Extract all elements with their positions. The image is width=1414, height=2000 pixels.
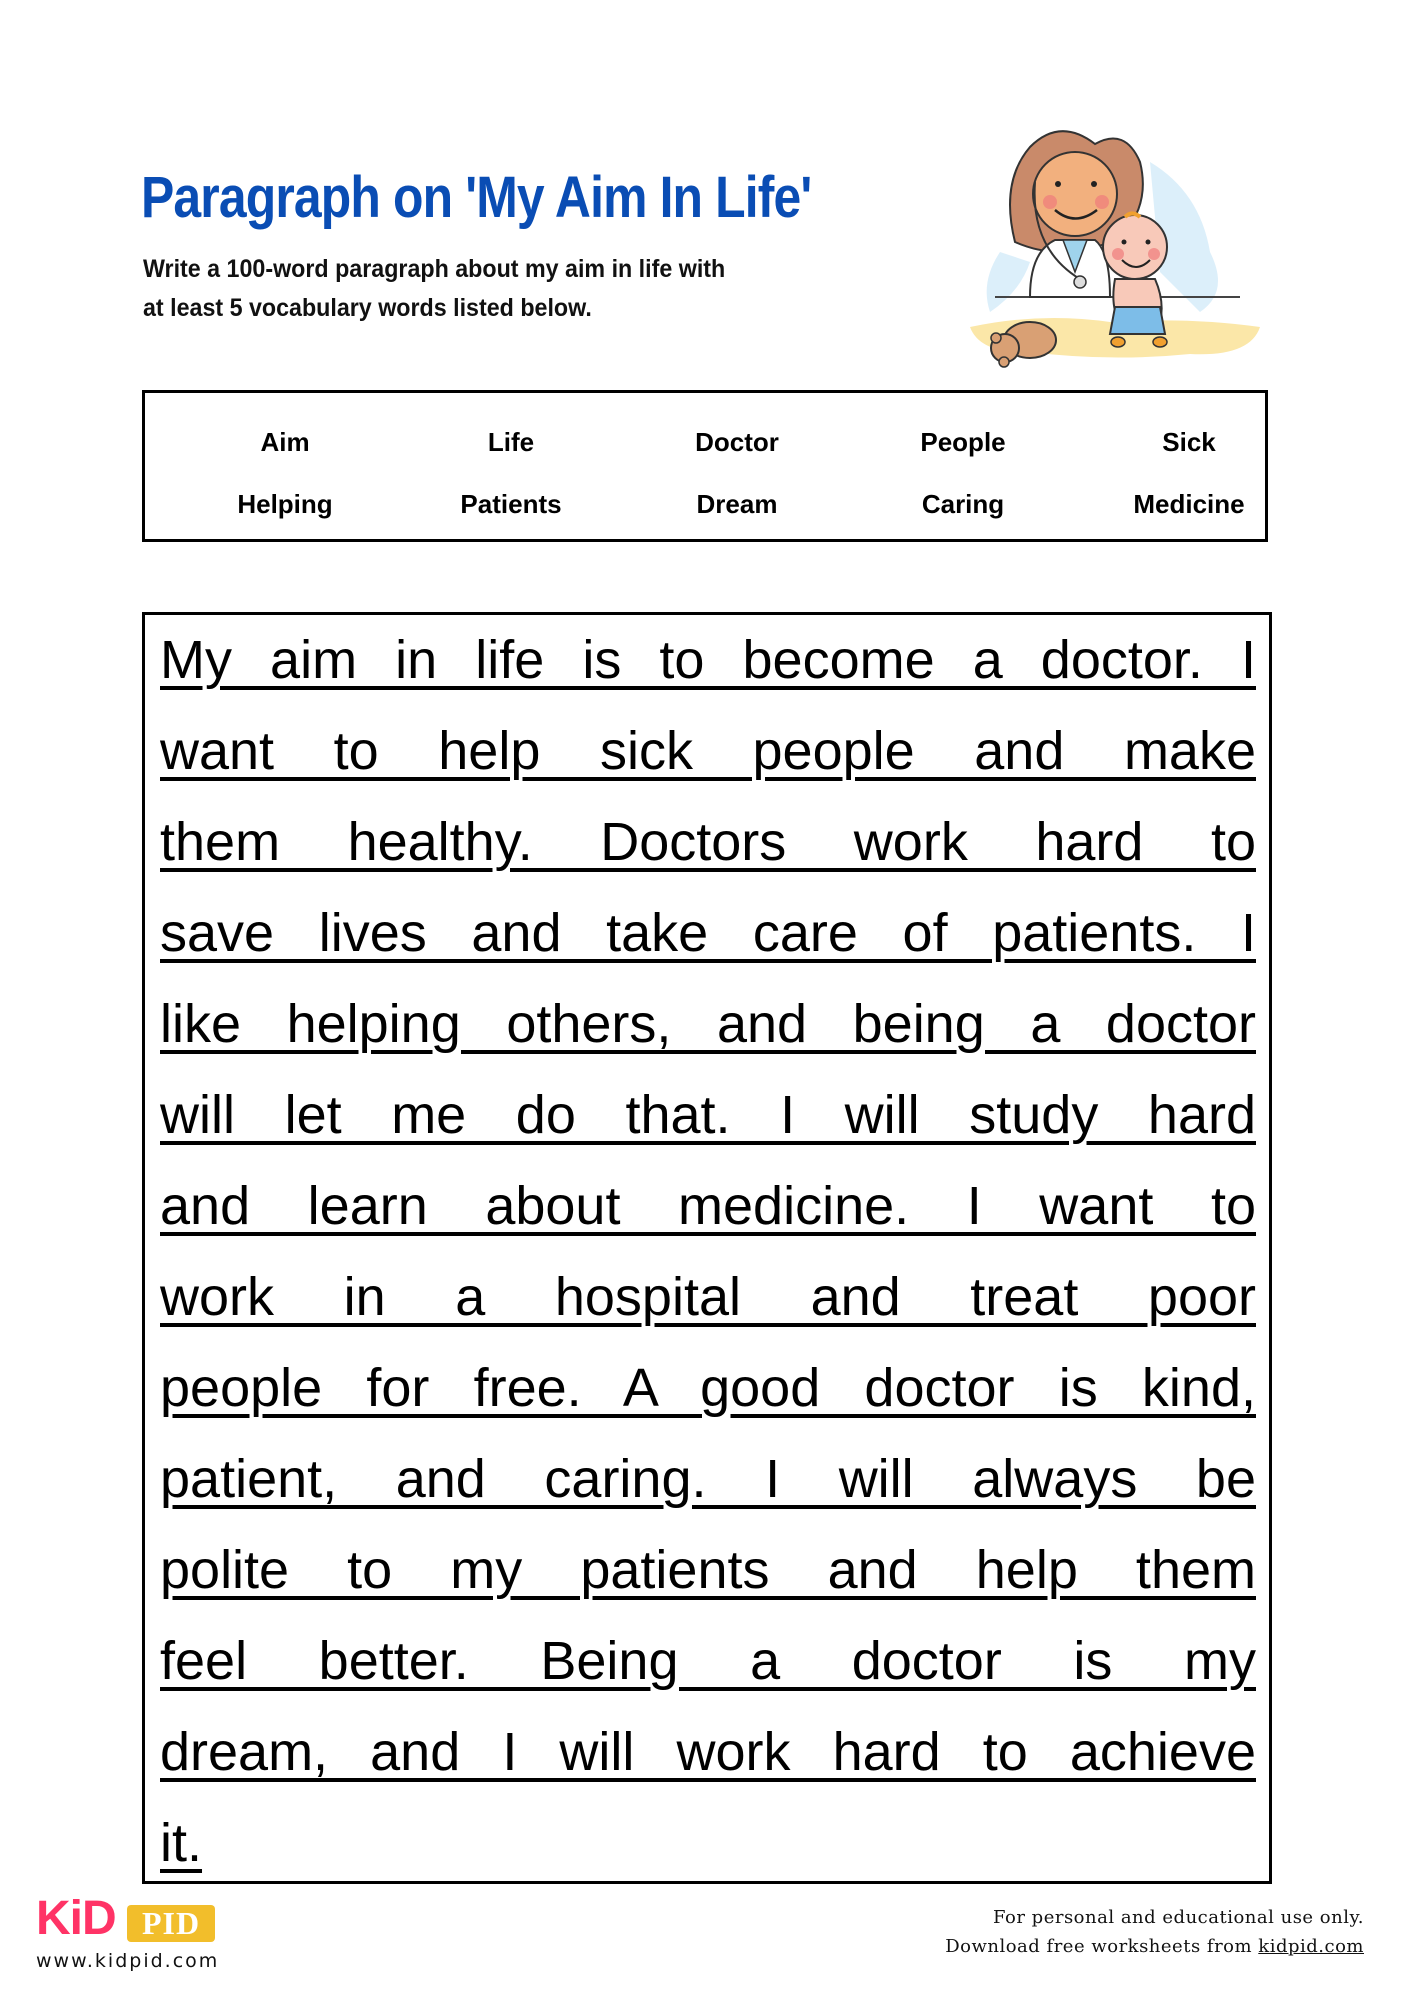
- page-title: Paragraph on 'My Aim In Life': [141, 165, 812, 230]
- logo-pid-text: PID: [127, 1905, 215, 1942]
- paragraph-line: them healthy. Doctors work hard to: [160, 812, 1256, 872]
- paragraph-line: feel better. Being a doctor is my: [160, 1631, 1256, 1691]
- instructions: [143, 250, 887, 328]
- paragraph-line: polite to my patients and help them: [160, 1540, 1256, 1600]
- paragraph-line: will let me do that. I will study hard: [160, 1085, 1256, 1145]
- vocabulary-grid: [172, 411, 1304, 535]
- vocab-word: Medicine: [1133, 489, 1245, 519]
- usage-notice-line-2: [945, 1932, 1364, 1961]
- paragraph-box: [142, 612, 1272, 1884]
- paragraph-line: My aim in life is to become a doctor. I: [160, 630, 1256, 690]
- paragraph-line: patient, and caring. I will always be: [160, 1449, 1256, 1509]
- usage-notice-line-1: For personal and educational use only.: [993, 1907, 1364, 1928]
- paragraph-text: [160, 624, 1256, 1898]
- vocab-word: Life: [487, 427, 535, 457]
- kidpid-link[interactable]: kidpid.com: [1258, 1936, 1364, 1957]
- instructions-line-1: Write a 100-word paragraph about my aim in life with: [143, 255, 726, 283]
- vocab-word: Patients: [460, 489, 562, 519]
- logo-kid-text: KiD: [36, 1892, 116, 1945]
- usage-notice: [945, 1903, 1364, 1961]
- paragraph-line: dream, and I will work hard to achieve: [160, 1722, 1256, 1782]
- doctor-child-illustration: [960, 122, 1270, 377]
- paragraph-line: like helping others, and being a doctor: [160, 994, 1256, 1054]
- vocab-word: Helping: [237, 489, 333, 519]
- download-text: Download free worksheets from: [945, 1936, 1259, 1957]
- vocabulary-box: [142, 390, 1268, 542]
- kidpid-logo[interactable]: [36, 1893, 216, 1943]
- vocab-word: Dream: [696, 489, 778, 519]
- vocab-word: Aim: [260, 427, 310, 457]
- vocab-word: People: [920, 427, 1006, 457]
- paragraph-line: and learn about medicine. I want to: [160, 1176, 1256, 1236]
- paragraph-line: people for free. A good doctor is kind,: [160, 1358, 1256, 1418]
- paragraph-line: work in a hospital and treat poor: [160, 1267, 1256, 1327]
- instructions-line-2: at least 5 vocabulary words listed below.: [143, 294, 592, 322]
- vocab-word: Caring: [921, 489, 1005, 519]
- vocab-word: Sick: [1162, 427, 1216, 457]
- logo-url: www.kidpid.com: [36, 1950, 220, 1972]
- paragraph-line: want to help sick people and make: [160, 721, 1256, 781]
- paragraph-line: save lives and take care of patients. I: [160, 903, 1256, 963]
- vocab-word: Doctor: [695, 427, 779, 457]
- paragraph-line: it.: [160, 1813, 203, 1873]
